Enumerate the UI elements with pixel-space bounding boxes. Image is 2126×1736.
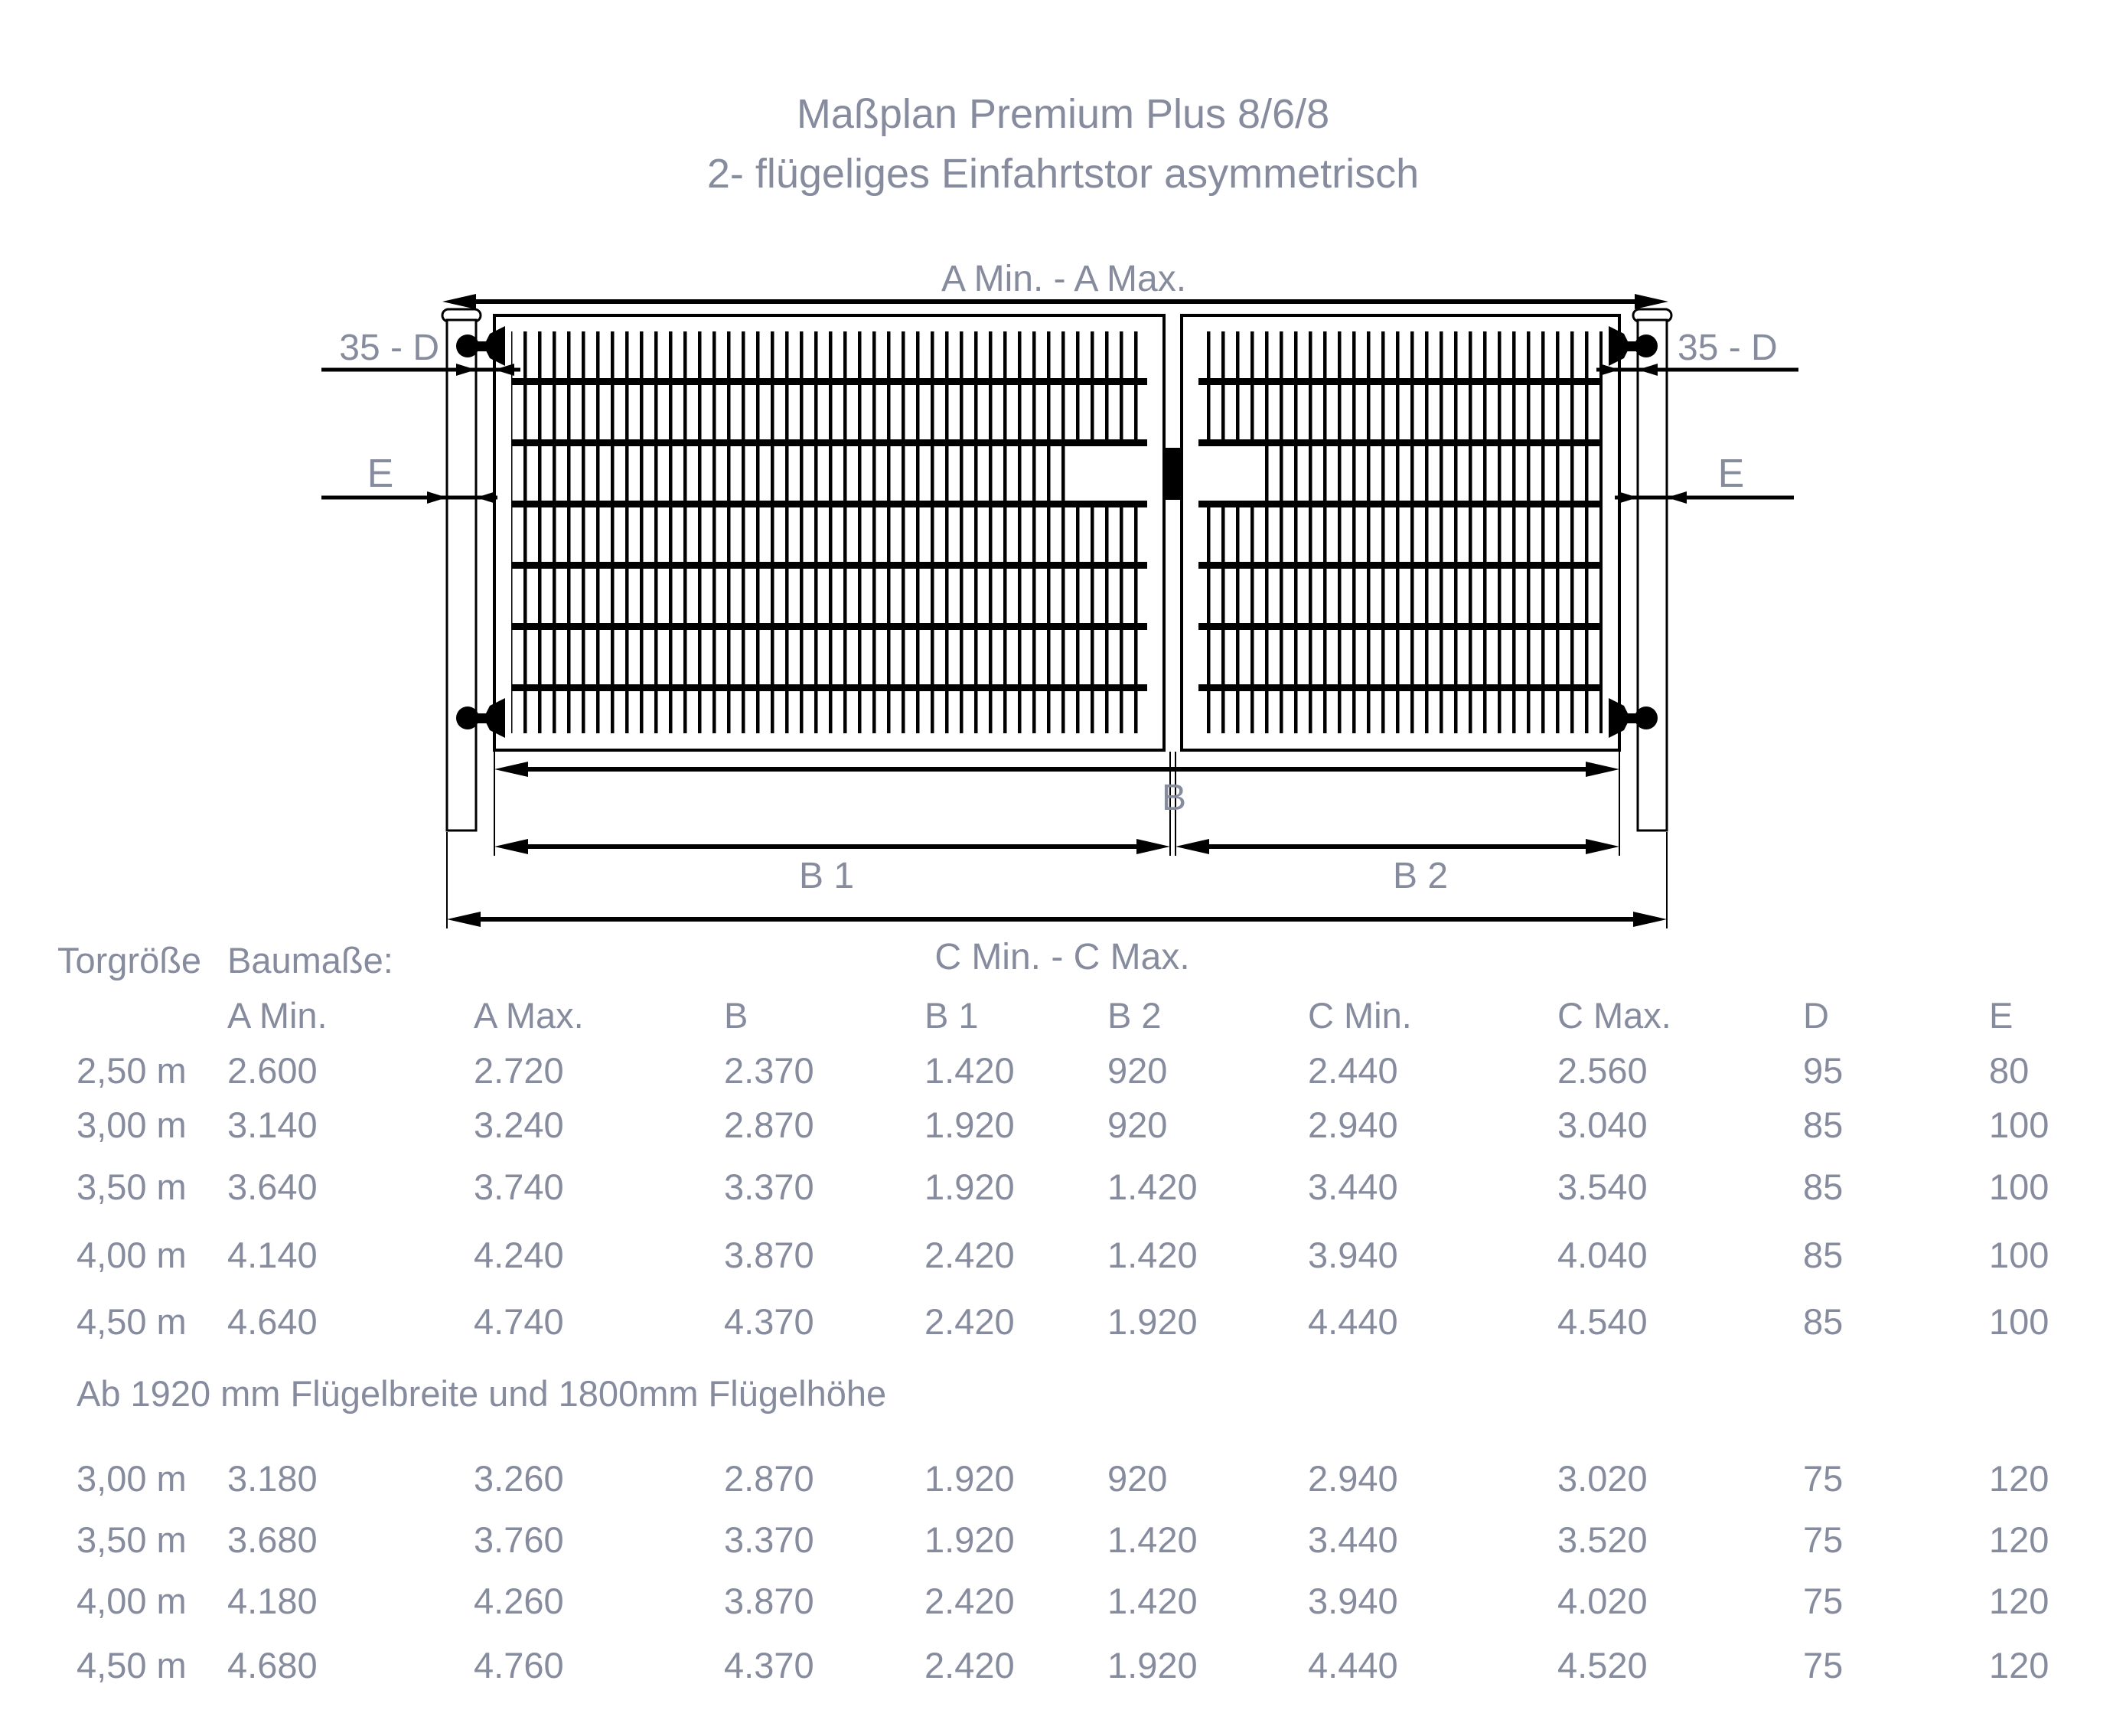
table-cell: 3.370 <box>724 1167 814 1207</box>
table-cell: 75 <box>1803 1458 1844 1499</box>
table-cell: 920 <box>1107 1458 1168 1499</box>
column-header: D <box>1803 995 1829 1036</box>
table-section-2-note: Ab 1920 mm Flügelbreite und 1800mm Flügelhöhe <box>77 1373 887 1414</box>
table-row <box>0 1647 2126 1693</box>
table-cell: 3.020 <box>1557 1458 1648 1499</box>
table-cell: 1.420 <box>1107 1581 1198 1621</box>
table-cell: 1.420 <box>1107 1167 1198 1207</box>
dimension-a <box>442 259 1668 309</box>
table-cell: 100 <box>1989 1167 2049 1207</box>
table-cell: 75 <box>1803 1519 1844 1560</box>
table-cell: 100 <box>1989 1235 2049 1275</box>
table-cell: 2.560 <box>1557 1050 1648 1091</box>
wing-right-mesh <box>1198 331 1603 733</box>
table-cell: 2.420 <box>924 1301 1015 1342</box>
table-cell: 3.040 <box>1557 1105 1648 1145</box>
row-label: 4,50 m <box>77 1645 187 1685</box>
row-label: 3,00 m <box>77 1105 187 1145</box>
table-cell: 2.940 <box>1308 1458 1398 1499</box>
column-header: E <box>1989 995 2014 1036</box>
dimension-d-right-label: 35 - D <box>1678 328 1778 368</box>
table-cell: 120 <box>1989 1645 2049 1685</box>
table-cell: 80 <box>1989 1050 2030 1091</box>
table-cell: 1.420 <box>924 1050 1015 1091</box>
table-header-row-2 <box>0 997 2126 1043</box>
column-header: B 1 <box>924 995 979 1036</box>
table-cell: 3.870 <box>724 1235 814 1275</box>
dimension-b1 <box>494 839 1170 896</box>
column-header: C Max. <box>1557 995 1671 1036</box>
table-row <box>0 1301 2126 1349</box>
table-cell: 120 <box>1989 1519 2049 1560</box>
table-cell: 95 <box>1803 1050 1844 1091</box>
dimension-c-label: C Min. - C Max. <box>934 937 1190 977</box>
table-row <box>0 1237 2126 1283</box>
table-cell: 100 <box>1989 1301 2049 1342</box>
table-cell: 85 <box>1803 1301 1844 1342</box>
extension-lines <box>447 752 1667 928</box>
table-cell: 3.680 <box>227 1519 318 1560</box>
table-cell: 1.920 <box>1107 1301 1198 1342</box>
post-right <box>1633 309 1671 830</box>
table-cell: 3.940 <box>1308 1235 1398 1275</box>
table-cell: 3.640 <box>227 1167 318 1207</box>
table-cell: 1.920 <box>924 1105 1015 1145</box>
post-left <box>442 309 481 830</box>
dimension-b <box>494 762 1619 818</box>
table-cell: 2.420 <box>924 1645 1015 1685</box>
latch-icon <box>1166 448 1180 500</box>
table-cell: 920 <box>1107 1105 1168 1145</box>
table-cell: 3.140 <box>227 1105 318 1145</box>
dimension-e-left-label: E <box>367 452 394 496</box>
column-header: C Min. <box>1308 995 1412 1036</box>
table-cell: 4.370 <box>724 1645 814 1685</box>
page-title: Maßplan Premium Plus 8/6/8 <box>796 91 1330 137</box>
table-cell: 4.680 <box>227 1645 318 1685</box>
table-cell: 3.440 <box>1308 1167 1398 1207</box>
row-label: 4,00 m <box>77 1235 187 1275</box>
table-cell: 4.540 <box>1557 1301 1648 1342</box>
column-header: B <box>724 995 748 1036</box>
gate-diagram <box>0 253 2126 987</box>
table-cell: 3.180 <box>227 1458 318 1499</box>
dimension-a-label: A Min. - A Max. <box>941 259 1187 299</box>
table-cell: 1.420 <box>1107 1519 1198 1560</box>
dimension-c <box>447 912 1667 977</box>
table-cell: 4.440 <box>1308 1301 1398 1342</box>
table-cell: 2.440 <box>1308 1050 1398 1091</box>
table-cell: 75 <box>1803 1581 1844 1621</box>
table-cell: 3.260 <box>474 1458 564 1499</box>
table-cell: 4.740 <box>474 1301 564 1342</box>
table-row <box>0 1460 2126 1506</box>
row-label: 3,50 m <box>77 1167 187 1207</box>
table-row <box>0 1519 2126 1568</box>
table-cell: 1.920 <box>924 1458 1015 1499</box>
table-row <box>0 1169 2126 1215</box>
dimension-d-left-label: 35 - D <box>339 328 439 368</box>
table-cell: 100 <box>1989 1105 2049 1145</box>
table-cell: 1.920 <box>924 1167 1015 1207</box>
table-cell: 120 <box>1989 1581 2049 1621</box>
table-cell: 3.540 <box>1557 1167 1648 1207</box>
table-cell: 85 <box>1803 1105 1844 1145</box>
table-cell: 3.520 <box>1557 1519 1648 1560</box>
wing-right <box>1182 315 1619 750</box>
table-row <box>0 1107 2126 1153</box>
wing-left-mesh <box>511 331 1147 733</box>
table-cell: 120 <box>1989 1458 2049 1499</box>
table-cell: 85 <box>1803 1167 1844 1207</box>
table-cell: 3.240 <box>474 1105 564 1145</box>
table-cell: 4.180 <box>227 1581 318 1621</box>
table-cell: 75 <box>1803 1645 1844 1685</box>
wing-left <box>494 315 1164 750</box>
header-torgroesse: Torgröße <box>57 940 202 981</box>
table-cell: 4.040 <box>1557 1235 1648 1275</box>
table-cell: 1.920 <box>924 1519 1015 1560</box>
table-cell: 3.740 <box>474 1167 564 1207</box>
table-row <box>0 1052 2126 1098</box>
table-cell: 3.370 <box>724 1519 814 1560</box>
column-header: A Min. <box>227 995 328 1036</box>
table-cell: 1.920 <box>1107 1645 1198 1685</box>
table-cell: 4.140 <box>227 1235 318 1275</box>
table-cell: 4.240 <box>474 1235 564 1275</box>
dimension-b2 <box>1175 839 1619 896</box>
table-cell: 2.600 <box>227 1050 318 1091</box>
table-cell: 2.870 <box>724 1458 814 1499</box>
table-cell: 3.870 <box>724 1581 814 1621</box>
table-cell: 2.720 <box>474 1050 564 1091</box>
table-cell: 4.260 <box>474 1581 564 1621</box>
table-cell: 2.370 <box>724 1050 814 1091</box>
row-label: 4,00 m <box>77 1581 187 1621</box>
table-cell: 2.420 <box>924 1581 1015 1621</box>
row-label: 3,50 m <box>77 1519 187 1560</box>
table-cell: 3.940 <box>1308 1581 1398 1621</box>
table-cell: 4.020 <box>1557 1581 1648 1621</box>
page-subtitle: 2- flügeliges Einfahrtstor asymmetrisch <box>706 151 1420 197</box>
table-cell: 4.520 <box>1557 1645 1648 1685</box>
row-label: 4,50 m <box>77 1301 187 1342</box>
table-cell: 4.760 <box>474 1645 564 1685</box>
table-cell: 85 <box>1803 1235 1844 1275</box>
header-baumasse: Baumaße: <box>227 940 393 981</box>
dimension-b-label: B <box>1161 778 1187 818</box>
dimension-b2-label: B 2 <box>1392 856 1449 896</box>
row-label: 2,50 m <box>77 1050 187 1091</box>
dimension-b1-label: B 1 <box>798 856 855 896</box>
table-row <box>0 1583 2126 1629</box>
table-cell: 3.760 <box>474 1519 564 1560</box>
table-cell: 2.870 <box>724 1105 814 1145</box>
row-label: 3,00 m <box>77 1458 187 1499</box>
table-cell: 4.640 <box>227 1301 318 1342</box>
table-cell: 3.440 <box>1308 1519 1398 1560</box>
table-cell: 1.420 <box>1107 1235 1198 1275</box>
table-cell: 2.940 <box>1308 1105 1398 1145</box>
table-cell: 4.440 <box>1308 1645 1398 1685</box>
column-header: A Max. <box>474 995 584 1036</box>
dimension-e-right-label: E <box>1717 452 1745 496</box>
table-cell: 4.370 <box>724 1301 814 1342</box>
column-header: B 2 <box>1107 995 1162 1036</box>
table-cell: 920 <box>1107 1050 1168 1091</box>
table-cell: 2.420 <box>924 1235 1015 1275</box>
